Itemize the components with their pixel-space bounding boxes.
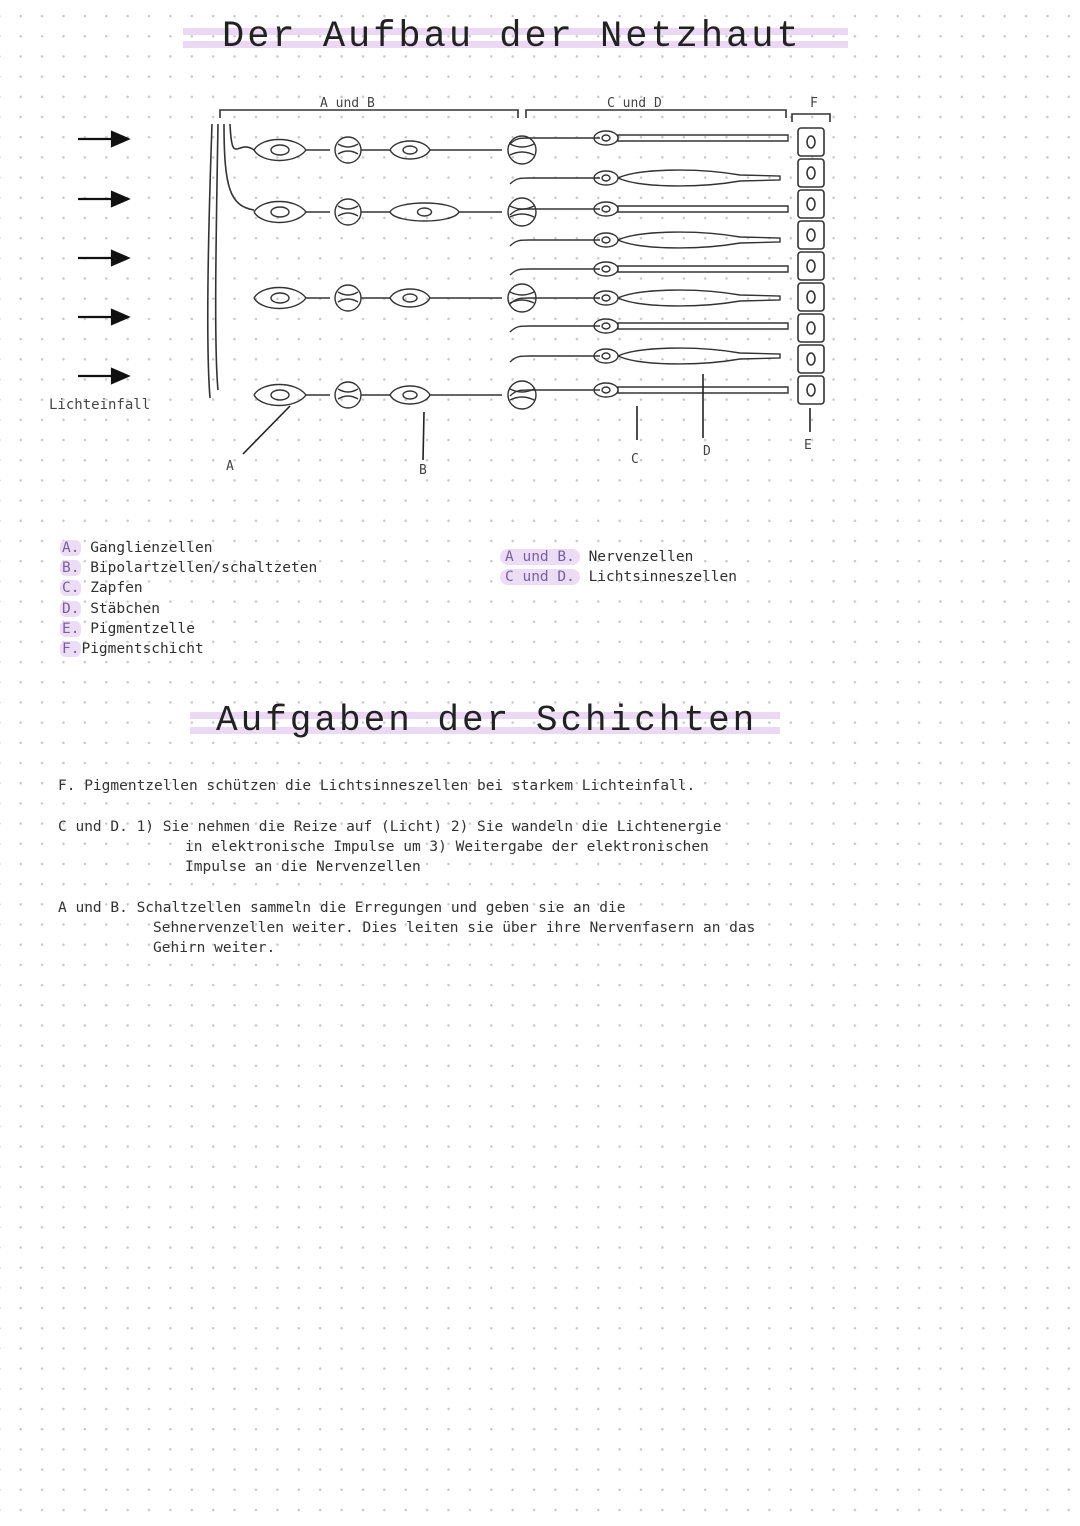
- legend-item: B. Bipolartzellen/schaltzeten: [62, 560, 318, 577]
- label-c: C: [631, 452, 639, 467]
- synapse-knot: [335, 382, 361, 408]
- rod-cell: [618, 266, 788, 272]
- synapse-knot: [335, 285, 361, 311]
- bipolar-cell: [390, 386, 430, 404]
- rod-cell: [618, 323, 788, 329]
- bracket-f: [792, 114, 830, 122]
- task-ab-line3: Gehirn weiter.: [153, 940, 276, 956]
- label-e: E: [804, 438, 812, 453]
- retina-diagram: [40, 88, 900, 488]
- task-ab-line2: Sehnervenzellen weiter. Dies leiten sie über ihre Nervenfasern an das: [153, 920, 756, 936]
- task-ab-line1: A und B. Schaltzellen sammeln die Erregungen und geben sie an die: [58, 900, 626, 916]
- synapse-knot: [335, 137, 361, 163]
- rod-cell: [618, 135, 788, 141]
- cone-cell: [618, 170, 780, 186]
- light-label: Lichteinfall: [49, 397, 151, 413]
- bracket-c-d: [526, 110, 786, 118]
- legend-item: F. Pigmentschicht: [62, 641, 204, 658]
- ganglion-cell: [254, 202, 306, 223]
- label-d: D: [703, 444, 711, 459]
- ganglion-cell: [254, 385, 306, 406]
- legend-item: A. Ganglienzellen: [62, 540, 213, 556]
- label-a-und-b: A und B: [320, 96, 375, 111]
- label-f: F: [810, 96, 818, 111]
- group-item: C und D. Lichtsinneszellen: [500, 567, 737, 587]
- cone-cell: [618, 232, 780, 248]
- bipolar-cell: [390, 289, 430, 307]
- legend-item: C. Zapfen: [62, 580, 143, 597]
- task-f: F. Pigmentzellen schützen die Lichtsinneszellen bei starkem Lichteinfall.: [58, 778, 696, 794]
- bipolar-cell: [390, 141, 430, 159]
- synapse-knot: [508, 381, 536, 409]
- synapse-knot: [508, 198, 536, 226]
- task-cd-line1: C und D. 1) Sie nehmen die Reize auf (Licht) 2) Sie wandeln die Lichtenergie: [58, 819, 722, 835]
- cell-groups: [500, 547, 737, 587]
- synapse-knot: [508, 136, 536, 164]
- task-cd-line3: Impulse an die Nervenzellen: [185, 859, 421, 875]
- group-item: A und B. Nervenzellen: [500, 547, 737, 567]
- section-title: Aufgaben der Schichten: [216, 700, 758, 741]
- legend-list: [60, 538, 317, 659]
- page-title: Der Aufbau der Netzhaut: [222, 16, 802, 58]
- legend-item: D. Stäbchen: [62, 600, 161, 617]
- bipolar-cell: [390, 203, 459, 221]
- ganglion-cell: [254, 140, 306, 161]
- label-b: B: [419, 463, 427, 478]
- ganglion-cell: [254, 288, 306, 309]
- legend-item: E. Pigmentzelle: [62, 620, 195, 637]
- rod-cell: [618, 206, 788, 212]
- synapse-knot: [335, 199, 361, 225]
- light-arrows: [78, 132, 128, 383]
- label-a: A: [226, 459, 234, 474]
- cone-cell: [618, 348, 780, 364]
- task-cd-line2: in elektronische Impulse um 3) Weitergabe der elektronischen: [185, 839, 709, 855]
- bracket-a-b: [220, 110, 518, 118]
- cone-cell: [618, 290, 780, 306]
- label-c-und-d: C und D: [607, 96, 662, 111]
